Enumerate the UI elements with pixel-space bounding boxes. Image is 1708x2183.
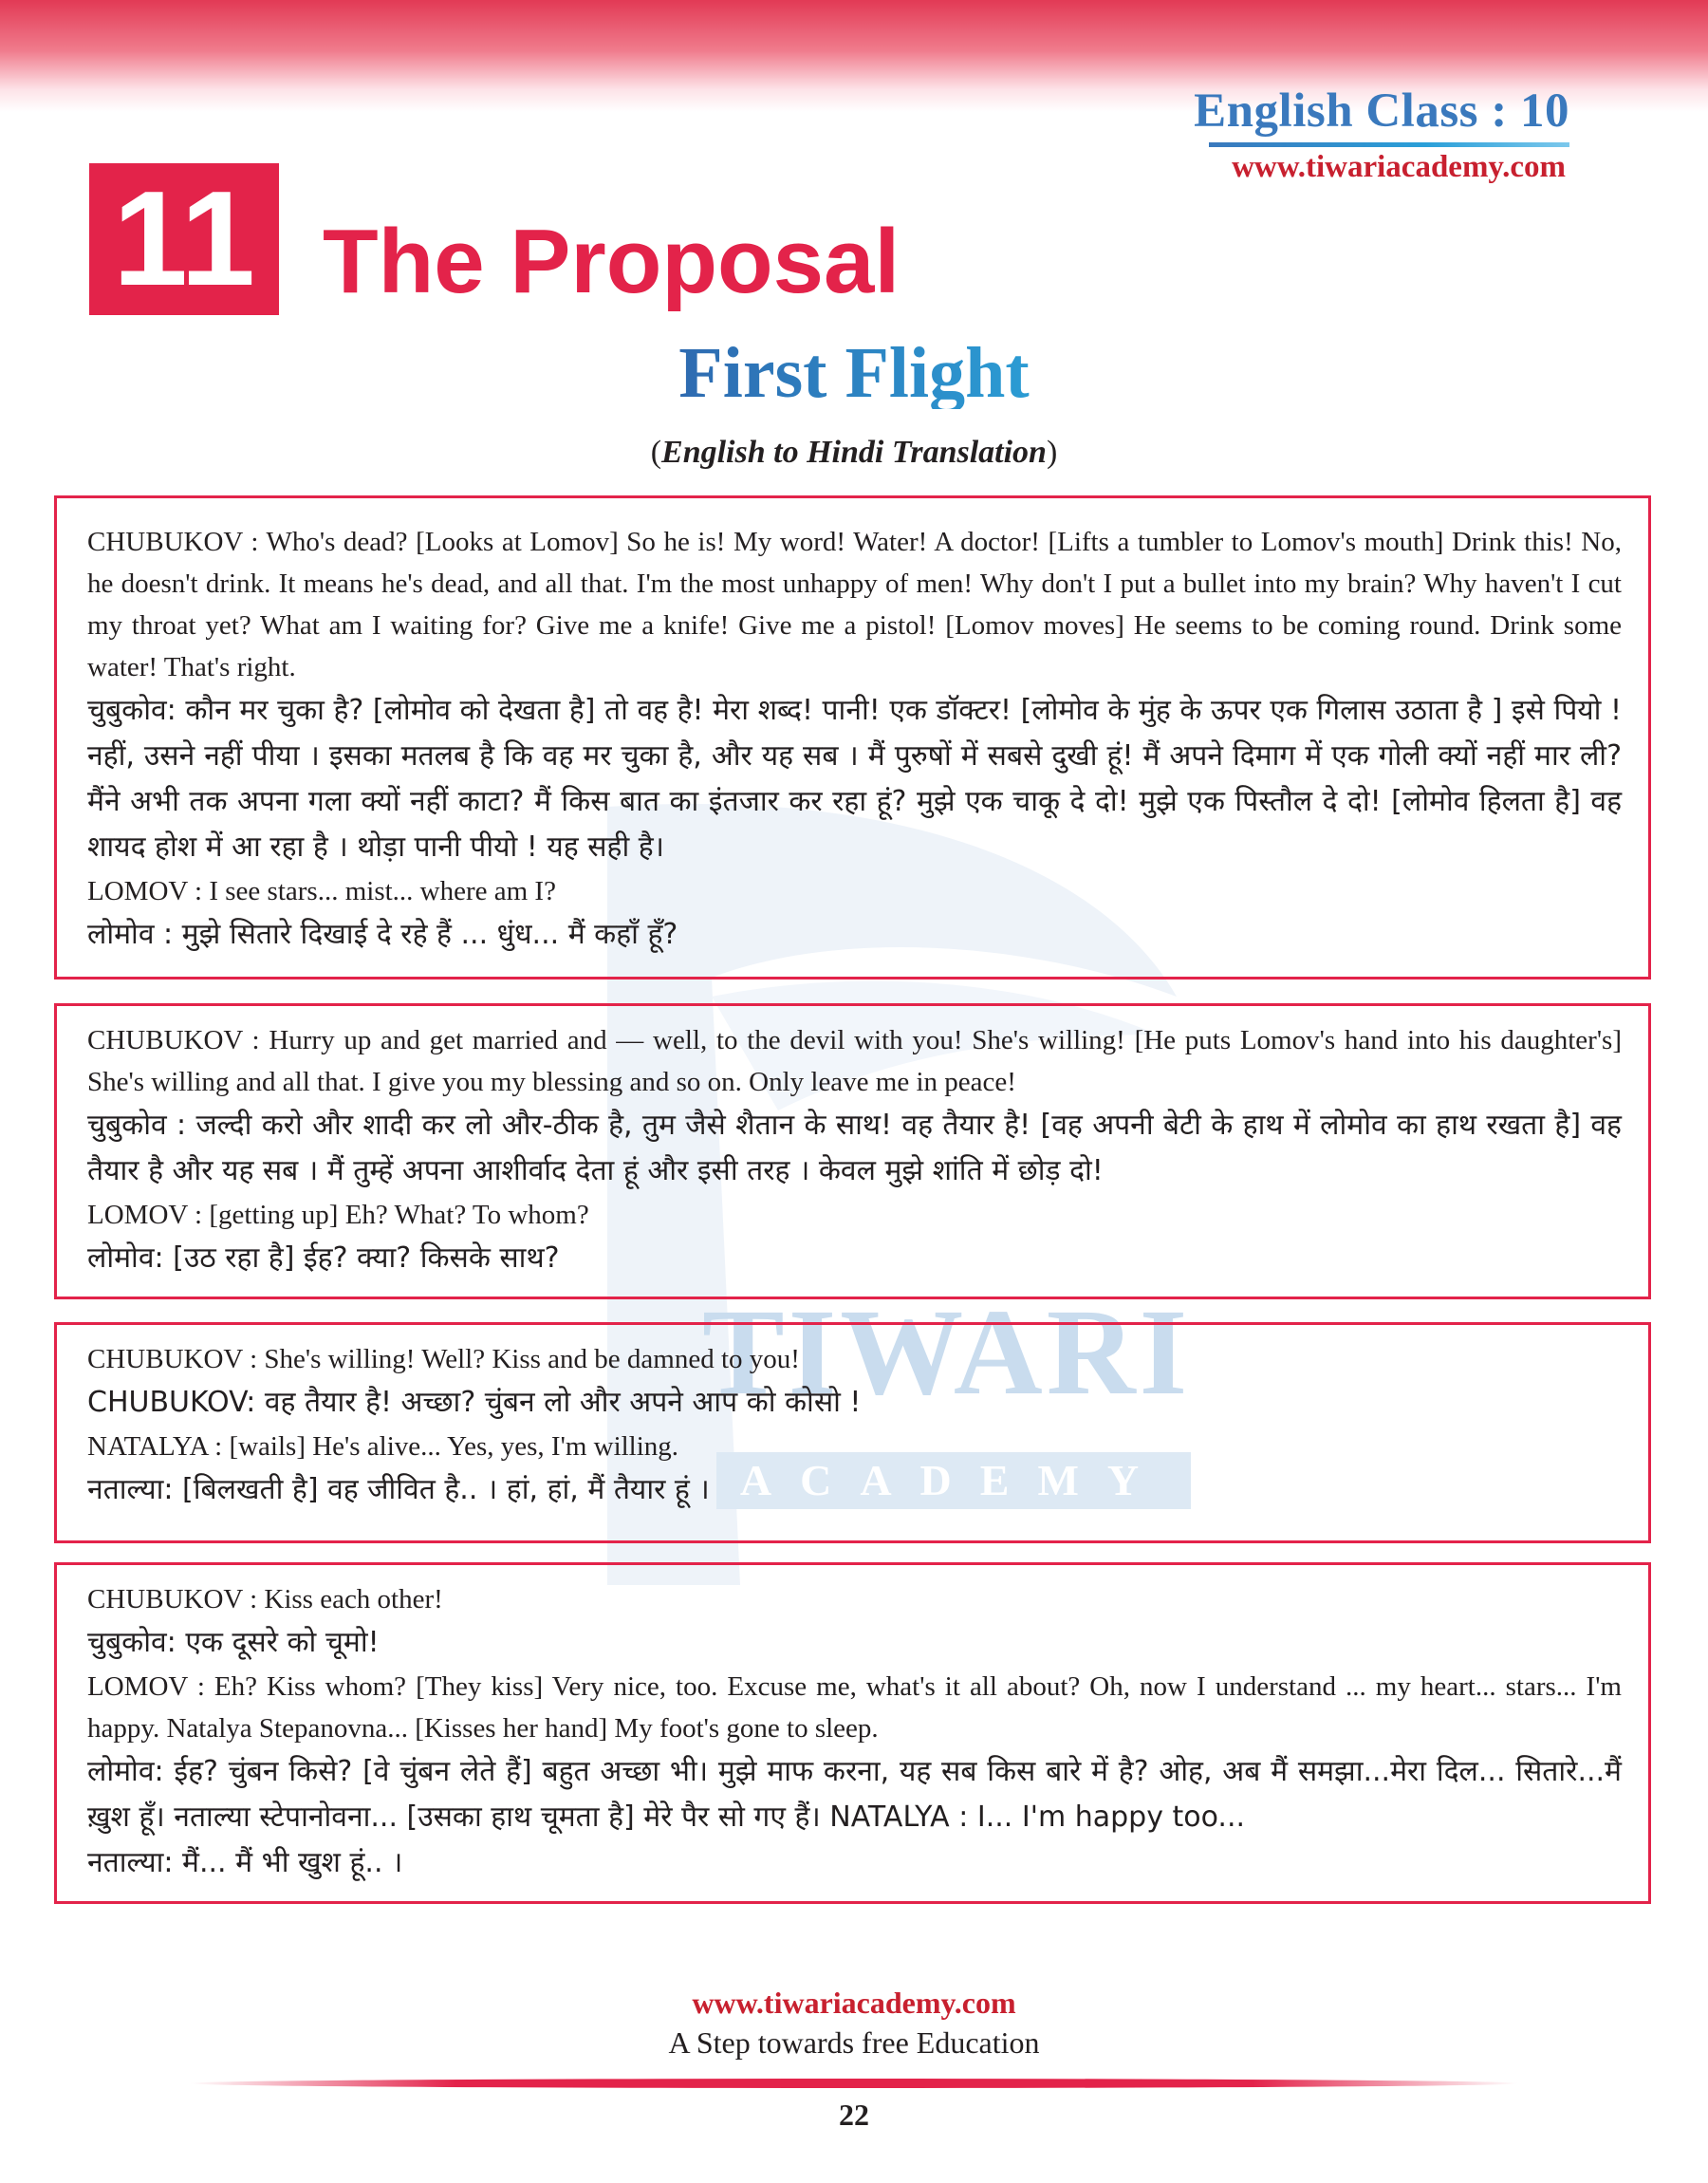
book-title: First Flight — [0, 337, 1708, 409]
subtitle-open-paren: ( — [650, 435, 662, 470]
english-line: CHUBUKOV : Kiss each other! — [87, 1584, 443, 1614]
class-label-underline — [1209, 142, 1569, 147]
hindi-line: चुबुकोव: कौन मर चुका है? [लोमोव को देखता है] तो वह है! मेरा शब्द! पानी! एक डॉक्टर! [लोमोव के मुंह के ऊपर एक गिलास उठाता है ] इसे पियो ! नहीं, उसने नहीं पीया । इसका मतलब है कि वह मर चुका है, और यह सब । मैं पुरुषों में सबसे दुखी हूं! मैं अपने दिमाग में एक गोली क्यों नहीं मार ली? मैंने अभी तक अपना गला क्यों नहीं काटा? मैं किस बात का इंतजार कर रहा हूं? मुझे एक चाकू दे दो! मुझे एक पिस्तौल दे दो! [लोमोव हिलता है] वह शायद होश में आ रहा है । थोड़ा पानी पीयो ! यह सही है। — [87, 694, 1623, 864]
english-line: CHUBUKOV : Who's dead? [Looks at Lomov] So he is! My word! Water! A doctor! [Lifts a tumbler to Lomov's mouth] Drink this! No, he doesn't drink. It means he's dead, and all that. I'm the most unhappy of men! Why don't I put a bullet into my brain? Why haven't I cut my throat yet? What am I waiting for? Give me a knife! Give me a pistol! [Lomov moves] He seems to be coming round. Drink some water! That's right. — [87, 527, 1622, 682]
subtitle — [0, 435, 1708, 471]
hindi-line: नताल्या: [बिलखती है] वह जीवित है.. । हां, हां, मैं तैयार हूं । — [87, 1473, 710, 1506]
hindi-line: लोमोव: [उठ रहा है] ईह? क्या? किसके साथ? — [87, 1241, 560, 1275]
hindi-line: चुबुकोव : जल्दी करो और शादी कर लो और-ठीक है, तुम जैसे शैतान के साथ! वह तैयार है! [वह अपनी बेटी के हाथ में लोमोव का हाथ रखता है] वह तैयार है और यह सब । मैं तुम्हें अपना आशीर्वाद देता हूं और इसी तरह । केवल मुझे शांति में छोड़ दो! — [87, 1109, 1622, 1187]
hindi-line: चुबुकोव: एक दूसरे को चूमो! — [87, 1626, 380, 1659]
english-line: LOMOV : Eh? Kiss whom? [They kiss] Very nice, too. Excuse me, what's it all about? Oh, now I understand ... my heart... stars... I'm happy. Natalya Stepanovna... [Kisses her hand] My foot's gone to sleep. — [87, 1671, 1622, 1744]
header-website-link[interactable]: www.tiwariacademy.com — [1232, 150, 1566, 184]
translation-box-4 — [54, 1562, 1651, 1904]
watermark-subtext: ACADEMY — [716, 1452, 1191, 1509]
footer-divider — [190, 2079, 1518, 2088]
class-label: English Class : 10 — [1194, 84, 1569, 138]
english-line: CHUBUKOV : Hurry up and get married and — well, to the devil with you! She's willing! [He puts Lomov's hand into his daughter's] She's willing and all that. I give you my blessing and so on. Only leave me in peace! — [87, 1025, 1622, 1097]
footer-website-link[interactable]: www.tiwariacademy.com — [692, 1986, 1016, 2020]
english-line: LOMOV : [getting up] Eh? What? To whom? — [87, 1200, 589, 1230]
subtitle-text: English to Hindi Translation — [661, 435, 1047, 470]
footer-tagline: A Step towards free Education — [668, 2025, 1040, 2060]
translation-box-1 — [54, 495, 1651, 980]
english-line: NATALYA : [wails] He's alive... Yes, yes, I'm willing. — [87, 1431, 679, 1462]
translation-box-3 — [54, 1322, 1651, 1543]
chapter-title: The Proposal — [323, 211, 900, 312]
hindi-line: CHUBUKOV: वह तैयार है! अच्छा? चुंबन लो और अपने आप को कोसो ! — [87, 1386, 862, 1419]
subtitle-close-paren: ) — [1046, 435, 1058, 470]
chapter-number: 11 — [89, 163, 279, 315]
hindi-line: नताल्या: मैं... मैं भी खुश हूं.. । — [87, 1846, 403, 1879]
hindi-line: लोमोव : मुझे सितारे दिखाई दे रहे हैं ... धुंध... मैं कहाँ हूँ? — [87, 918, 678, 951]
english-line: CHUBUKOV : She's willing! Well? Kiss and be damned to you! — [87, 1344, 800, 1374]
page-number: 22 — [839, 2098, 869, 2132]
watermark-text: TIWARI — [702, 1284, 1192, 1421]
hindi-line: लोमोव: ईह? चुंबन किसे? [वे चुंबन लेते हैं] बहुत अच्छा भी। मुझे माफ करना, यह सब किस बारे में है? ओह, अब मैं समझा...मेरा दिल... सितारे...मैं ख़ुश हूँ। नताल्या स्टेपानोवना... [उसका हाथ चूमता है] मेरे पैर सो गए हैं। NATALYA : I... I'm happy too... — [87, 1755, 1622, 1834]
translation-box-2 — [54, 1003, 1651, 1299]
english-line: LOMOV : I see stars... mist... where am I? — [87, 876, 556, 906]
